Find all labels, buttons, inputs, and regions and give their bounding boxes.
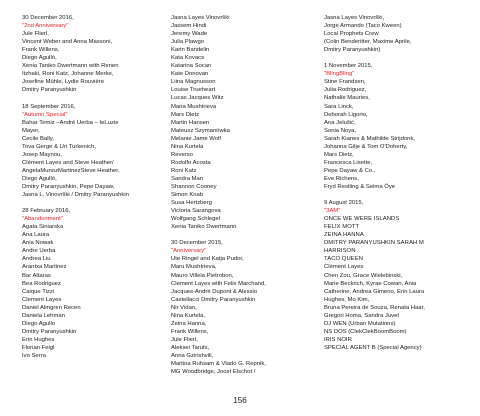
text-line: HARRISON bbox=[324, 248, 356, 255]
text-line: Clément Layes bbox=[324, 264, 364, 271]
text-line: Frank Willens, bbox=[171, 328, 209, 335]
text-line: Mars Dietz, bbox=[324, 151, 354, 158]
event-title: "Anniversary" bbox=[171, 248, 207, 255]
text-line: 9 August 2015, bbox=[324, 200, 364, 207]
text-line: Bea Rodriguez bbox=[22, 280, 61, 287]
text-line: Marie Beckrich, Kyrae Cowan, Ania bbox=[324, 280, 417, 287]
text-line: Victoria Sarangova bbox=[171, 208, 221, 215]
text-line: Martin Hansen bbox=[171, 119, 210, 126]
text-line: AngelaMunozMartinezSteve Heather, bbox=[22, 167, 120, 174]
text-line: Agata Siniarska bbox=[22, 224, 64, 231]
spacer bbox=[171, 231, 319, 239]
text-line: Florian Feigl bbox=[22, 344, 55, 351]
text-line: Jasna Layes Vinovrški, bbox=[324, 15, 385, 21]
text-line: IRIS NOIR bbox=[324, 336, 352, 343]
spacer bbox=[324, 54, 472, 62]
text-line: Sarah Kianes & Mathilde Strijdonk, bbox=[324, 135, 416, 142]
text-line: Jule Flierl, bbox=[22, 31, 49, 38]
text-line: Diego Agulló, bbox=[22, 175, 57, 182]
text-line: Clement Layes with Felix Marchand, bbox=[171, 280, 266, 287]
text-line: Ania Nowak bbox=[22, 240, 54, 247]
text-line: ZEINA HANNA bbox=[324, 232, 364, 239]
text-line: Jorge Armando (Taco Kween) bbox=[324, 23, 402, 30]
text-line: Rodolfo Acosta bbox=[171, 159, 211, 166]
text-line: Josefine Mühle, Lydie Rouvière bbox=[22, 79, 104, 86]
text-line: TACO QUEEN bbox=[324, 256, 364, 263]
text-line: Itzhaki, Roni Katz, Johanne Merke, bbox=[22, 71, 114, 78]
text-line: Aleksei Taruts, bbox=[171, 344, 210, 351]
text-line: Xenia Taniko Dwertmann bbox=[171, 224, 237, 231]
text-line: Maria Mushtrieva bbox=[171, 103, 217, 110]
text-line: Ivo Serra bbox=[22, 352, 46, 359]
text-line: NS DOS (ClekClekBoomBoom) bbox=[324, 328, 407, 335]
text-line: Nina Kurtela bbox=[171, 143, 204, 150]
text-line: Louise Trueheart bbox=[171, 87, 216, 94]
text-line: 30 December 2016, bbox=[22, 15, 74, 21]
text-line: Francesca Lisette, bbox=[324, 159, 373, 166]
text-line: DJ WEN (Urban Mutations) bbox=[324, 320, 396, 327]
text-line: Dmitry Paranyushkin bbox=[22, 87, 77, 94]
text-line: Susa Hertzberg bbox=[171, 200, 212, 207]
text-line: Mauro Villela Pietrobon, bbox=[171, 272, 234, 279]
text-line: Mateusz Szymanówka bbox=[171, 127, 230, 134]
text-line: 30 December 2015, bbox=[171, 240, 223, 247]
text-line: Jassem Hindi bbox=[171, 23, 207, 30]
spacer bbox=[22, 94, 170, 102]
text-line: Katarina Socan bbox=[171, 63, 212, 70]
text-line: Zeina Hanna, bbox=[171, 320, 207, 327]
text-line: Bruna Pereira de Souza, Renata Haar, bbox=[324, 304, 425, 311]
text-line: Andre Uerba bbox=[22, 248, 56, 255]
text-line: Martina Ruhsam & Vlado G. Repnik, bbox=[171, 361, 266, 368]
text-line: Erin Hughes bbox=[22, 336, 55, 343]
text-line: ONCE WE WERE ISLANDS bbox=[324, 216, 400, 223]
text-line: Eve Richens, bbox=[324, 175, 359, 182]
text-line: Dmitry Paranyushkin) bbox=[324, 47, 381, 54]
text-line: Diego Agulló, bbox=[22, 55, 57, 62]
text-line: Frank Willens, bbox=[22, 47, 60, 54]
text-line: 1 November 2015, bbox=[324, 63, 373, 70]
text-line: Wolfgang Schlegel bbox=[171, 216, 221, 223]
text-line: Josep Maynou, bbox=[22, 151, 62, 158]
text-line: Jule Flierl, bbox=[171, 336, 198, 343]
text-line: Diego Agullo bbox=[22, 320, 56, 327]
text-line: Bahar Temiz –André Uerba – IeLuzie bbox=[22, 119, 119, 126]
text-line: MG Woodbridge, Joost Elschot / bbox=[171, 369, 256, 376]
text-line: Lucas Jacques Witz bbox=[171, 95, 224, 102]
text-line: Tova Gerge & Uri Turkenich, bbox=[22, 143, 96, 150]
text-line: Dmitry Paranyushkin, Pepe Dayaw, bbox=[22, 183, 115, 190]
spacer bbox=[324, 191, 472, 199]
text-line: Gregori Homa, Sandra Juvet bbox=[324, 312, 399, 319]
text-line: Liina Magnusson bbox=[171, 79, 216, 86]
text-line: Roni Katz bbox=[171, 167, 197, 174]
column-right bbox=[324, 14, 472, 352]
text-line: Vincent Weber and Anna Massoni, bbox=[22, 39, 113, 46]
text-line: Mayer, bbox=[22, 127, 40, 134]
text-line: Daniel Almgren Recen bbox=[22, 304, 81, 311]
text-line: Melanie Jame Wolf bbox=[171, 135, 221, 142]
text-line: Maru Mushtrieva, bbox=[171, 264, 217, 271]
text-line: Chen Zou, Grace Wielebinski, bbox=[324, 272, 403, 279]
text-line: Daniela Lehman bbox=[22, 312, 65, 319]
text-line: SPECIAL AGENT B (Special Agency) bbox=[324, 344, 422, 351]
text-line: Karin Bandelin bbox=[171, 47, 210, 54]
text-line: Stine Frandsen, bbox=[324, 79, 366, 86]
text-line: Xenia Taniko Dwertmann with Renen bbox=[22, 63, 119, 70]
text-line: Sonia Noya, bbox=[324, 127, 357, 134]
text-line: (Colin Benderitter, Maxime Aprile, bbox=[324, 39, 412, 46]
text-line: Reverso bbox=[171, 151, 193, 158]
text-line: Sandra Man bbox=[171, 175, 204, 182]
event-title: "2nd Anniversary" bbox=[22, 23, 69, 30]
text-line: Julia Rodriguez, bbox=[324, 87, 367, 94]
text-line: Jacques-André Dupont & Alessio bbox=[171, 288, 258, 295]
event-title: "Autumn Special" bbox=[22, 111, 68, 118]
text-line: Sara Linck, bbox=[324, 103, 354, 110]
text-line: Johanna Gilje & Tom O'Doherty, bbox=[324, 143, 408, 150]
text-line: Caique Tizzi bbox=[22, 288, 55, 295]
text-line: Cecile Bally, bbox=[22, 135, 54, 142]
text-line: Fryd Restling & Selma Öye bbox=[324, 183, 396, 190]
text-line: Nathalie Mauries, bbox=[324, 95, 370, 102]
text-line: 28 February 2016, bbox=[22, 208, 71, 215]
text-line: Kata Kovacs bbox=[171, 55, 205, 62]
text-line: Catherine, Andrea Gimeno, Erin Laura bbox=[324, 288, 425, 295]
event-title: "Abandonment" bbox=[22, 216, 63, 223]
text-line: Anna Gzirishvili, bbox=[171, 352, 214, 359]
text-line: Shannon Cooney bbox=[171, 183, 217, 190]
text-line: Mars Dietz bbox=[171, 111, 200, 118]
text-line: Castellacci Dmitry Paranyushkin bbox=[171, 296, 256, 303]
spacer bbox=[22, 199, 170, 207]
text-line: DMITRY PARANYUSHKIN SARAH M bbox=[324, 240, 424, 247]
text-line: Bar Altaras bbox=[22, 272, 51, 279]
column-middle bbox=[171, 14, 319, 376]
page-number: 156 bbox=[233, 396, 247, 405]
text-line: Dmitry Paranyushkin bbox=[22, 328, 77, 335]
text-line: Nir Vidan, bbox=[171, 304, 197, 311]
text-line: Nina Kurtela, bbox=[171, 312, 206, 319]
text-line: Ana Laura bbox=[22, 232, 50, 239]
text-line: Pepe Dayaw & Co., bbox=[324, 167, 376, 174]
text-line: Kate Donovan bbox=[171, 71, 209, 78]
text-line: Jasna L. Vinovrški / Dmitry Paranyushkin bbox=[22, 192, 129, 199]
column-left bbox=[22, 14, 170, 360]
text-line: Jeremy Wade bbox=[171, 31, 208, 38]
text-line: Clement Layes bbox=[22, 296, 62, 303]
text-line: Ana Jelušić, bbox=[324, 119, 356, 126]
text-line: Simon Knab bbox=[171, 192, 204, 199]
text-line: Arantxa Martinez bbox=[22, 264, 67, 271]
text-line: Hughes, Mo Kim, bbox=[324, 296, 370, 303]
event-title: "BlingBling" bbox=[324, 71, 355, 78]
text-line: FELIX MOTT bbox=[324, 224, 360, 231]
text-line: Ute Ringel and Katja Pudor, bbox=[171, 256, 244, 263]
text-line: Julia Plawgo bbox=[171, 39, 205, 46]
text-line: 18 September 2016, bbox=[22, 103, 76, 110]
text-line: Jasna Layes Vinovrški bbox=[171, 15, 230, 21]
text-line: Andrea Liu bbox=[22, 256, 51, 263]
event-title: "3AM" bbox=[324, 208, 341, 215]
text-line: Deborah Ligorio, bbox=[324, 111, 368, 118]
text-line: Local Prophets Crew bbox=[324, 31, 379, 38]
text-line: Clément Layes and Steve Heather/ bbox=[22, 159, 114, 166]
